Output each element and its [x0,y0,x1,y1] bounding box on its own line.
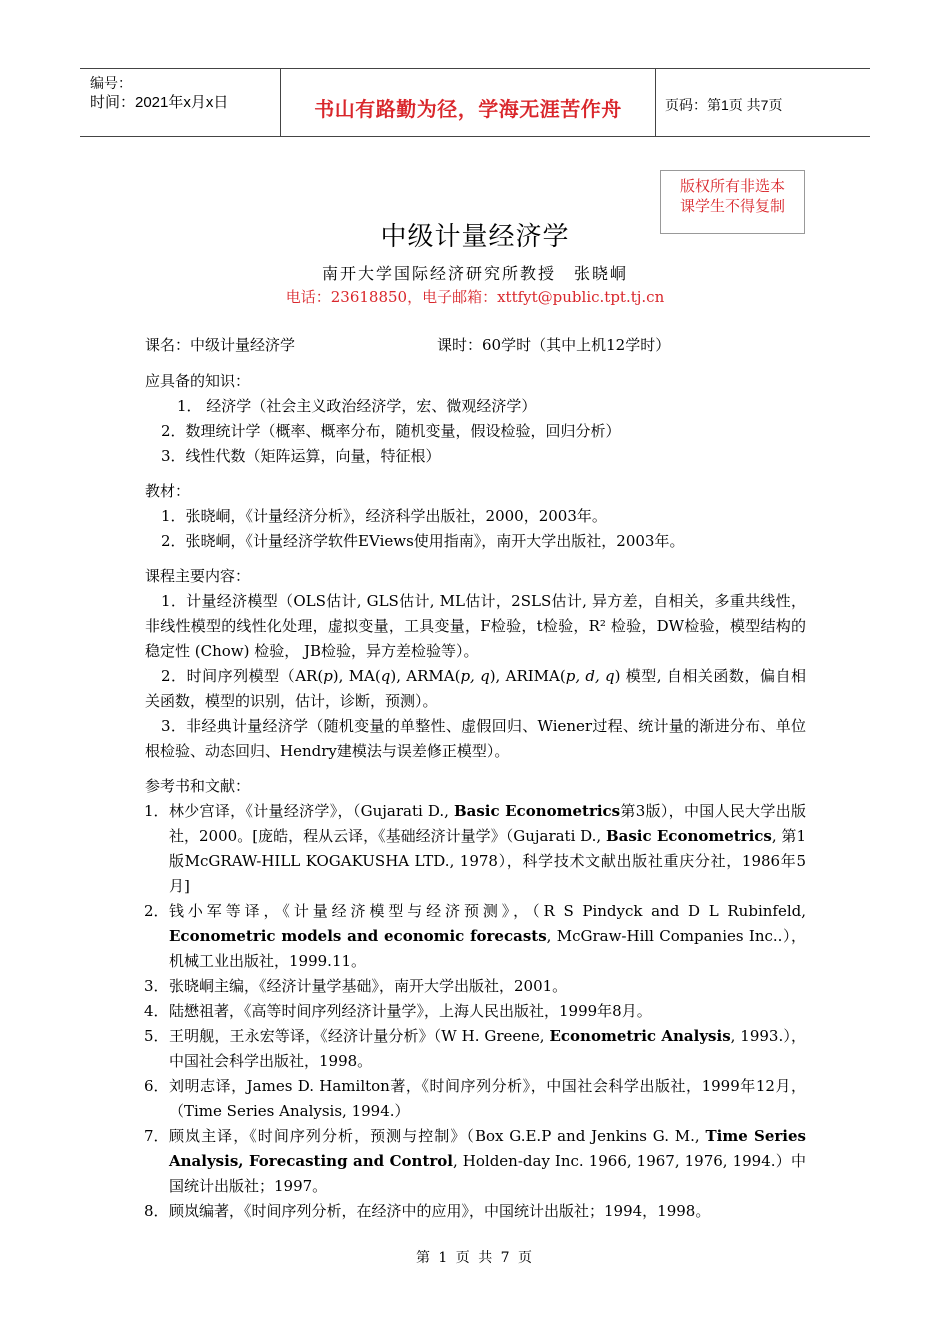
content-p2-part: ) 模型, 自相关函数，偏自相关函数，模型的识别，估计，诊断，预测）。 [145,667,806,710]
reference-text: , McGraw-Hill Companies Inc..），机械工业出版社，1999.11。 [169,927,806,970]
course-name-value: 中级计量经济学 [190,336,296,354]
reference-item [145,999,806,1024]
reference-item [145,899,806,974]
reference-text: 陆懋祖著，《高等时间序列经济计量学》，上海人民出版社，1999年8月。 [169,1002,652,1020]
content-p2-part: p, d, q [565,667,615,685]
reference-number: 7． [144,1127,169,1145]
contact-line: 电话：23618850，电子邮箱：xttfyt@public.tpt.tj.cn [285,288,665,306]
reference-text: , 1993.），中国社会科学出版社，1998。 [169,1027,806,1070]
document-number-label: 编号： [90,75,132,91]
reference-text: 张晓峒主编，《经济计量学基础》，南开大学出版社，2001。 [169,977,568,995]
content-p2-part: 2．时间序列模型（AR( [161,667,324,685]
course-hours-value: 60学时（其中上机12学时） [482,336,671,354]
content-p2-part: p, q [460,667,490,685]
reference-book-title: Time Series Analysis, Forecasting and Control [169,1127,806,1170]
content-p2-part: q [380,667,391,685]
reference-number: 4． [144,1002,169,1020]
reference-item [145,974,806,999]
document-date-label: 时间：2021年x月x日 [90,94,229,111]
author-line: 南开大学国际经济研究所教授 张晓峒 [321,264,628,283]
reference-number: 3． [144,977,169,995]
reference-item [145,1024,806,1074]
document-title: 中级计量经济学 [380,221,570,251]
reference-book-title: Econometric models and economic forecasts [169,927,547,945]
textbook-item: 2．张晓峒，《计量经济学软件EViews使用指南》，南开大学出版社，2003年。 [161,532,685,550]
reference-item [145,1199,806,1224]
content-paragraph-3: 3．非经典计量经济学（随机变量的单整性、虚假回归、Wiener过程、统计量的渐进分布、单位根检验、动态回归、Hendry建模法与误差修正模型）。 [145,717,806,760]
reference-number: 2． [144,902,169,920]
reference-text: , Holden-day Inc. 1966, 1967, 1976, 1994.）中国统计出版社；1997。 [169,1152,807,1195]
page-number-label: 页码：第1页 共7页 [665,97,783,113]
page-footer: 第 1 页 共 7 页 [415,1250,535,1266]
copyright-line-1: 版权所有非选本 [679,178,785,195]
prereq-heading: 应具备的知识： [145,373,251,390]
reference-item [145,799,806,899]
textbooks-heading: 教材： [145,483,191,500]
reference-text: , 第1版McGRAW-HILL KOGAKUSHA LTD., 1978），科学技术文献出版社重庆分社，1986年5月] [169,827,806,895]
reference-item [145,1074,806,1124]
content-paragraph-1: 1．计量经济模型（OLS估计, GLS估计, ML估计，2SLS估计, 异方差，自相关，多重共线性，非线性模型的线性化处理，虚拟变量，工具变量，F检验，t检验，R² 检验，DW检验，模型结构的稳定性 (Chow) 检验， JB检验，异方差检验等）。 [145,592,806,660]
content-p2-part: ), MA( [332,667,381,685]
header-motto-cell [280,69,656,136]
reference-text: 刘明志译，James D. Hamilton著，《时间序列分析》，中国社会科学出版社，1999年12月，（Time Series Analysis, 1994.） [169,1077,806,1120]
header-page-cell [655,69,870,136]
prereq-item: 2．数理统计学（概率、概率分布，随机变量，假设检验，回归分析） [161,422,621,440]
course-hours-label: 课时： [437,337,483,354]
content-p2-part: ), ARMA( [390,667,461,685]
content-p2-part: p [323,667,333,685]
course-name-label: 课名： [145,337,191,354]
reference-book-title: Econometric Analysis [549,1027,731,1045]
header-info-cell [80,69,280,136]
content-paragraph-2 [145,664,806,714]
reference-text: 林少宫译，《计量经济学》，（Gujarati D., [169,802,454,820]
reference-number: 5． [144,1027,169,1045]
document-body [145,334,806,1224]
reference-number: 1． [144,802,169,820]
reference-item [145,1124,806,1199]
prereq-item: 1． 经济学（社会主义政治经济学，宏、微观经济学） [177,397,537,415]
content-p2-part: ), ARIMA( [489,667,566,685]
reference-text: 顾岚编著，《时间序列分析，在经济中的应用》，中国统计出版社；1994，1998。 [169,1202,711,1220]
header-table [80,68,870,137]
references-heading: 参考书和文献： [145,778,251,795]
motto-text: 书山有路勤为径，学海无涯苦作舟 [314,99,622,121]
reference-text: 钱小军等译，《计量经济模型与经济预测》，（R S Pindyck and D L Rubinfeld, [169,902,806,920]
reference-text: 第3版），中国人民大学出版社，2000。[庞皓，程从云译，《基础经济计量学》（Gujarati D., [169,802,806,845]
course-info-row [145,334,806,359]
reference-number: 8． [144,1202,169,1220]
content-heading: 课程主要内容： [145,568,251,585]
reference-number: 6． [144,1077,169,1095]
copyright-line-2: 课学生不得复制 [679,198,785,215]
textbook-item: 1．张晓峒，《计量经济分析》，经济科学出版社，2000，2003年。 [161,507,607,525]
prereq-item: 3．线性代数（矩阵运算，向量，特征根） [161,447,441,465]
reference-text: 顾岚主译，《时间序列分析，预测与控制》（Box G.E.P and Jenkins G. M., [169,1127,706,1145]
reference-book-title: Basic Econometrics [453,802,621,820]
reference-book-title: Basic Econometrics [605,827,772,845]
reference-text: 王明舰，王永宏等译，《经济计量分析》（W H. Greene, [169,1027,550,1045]
